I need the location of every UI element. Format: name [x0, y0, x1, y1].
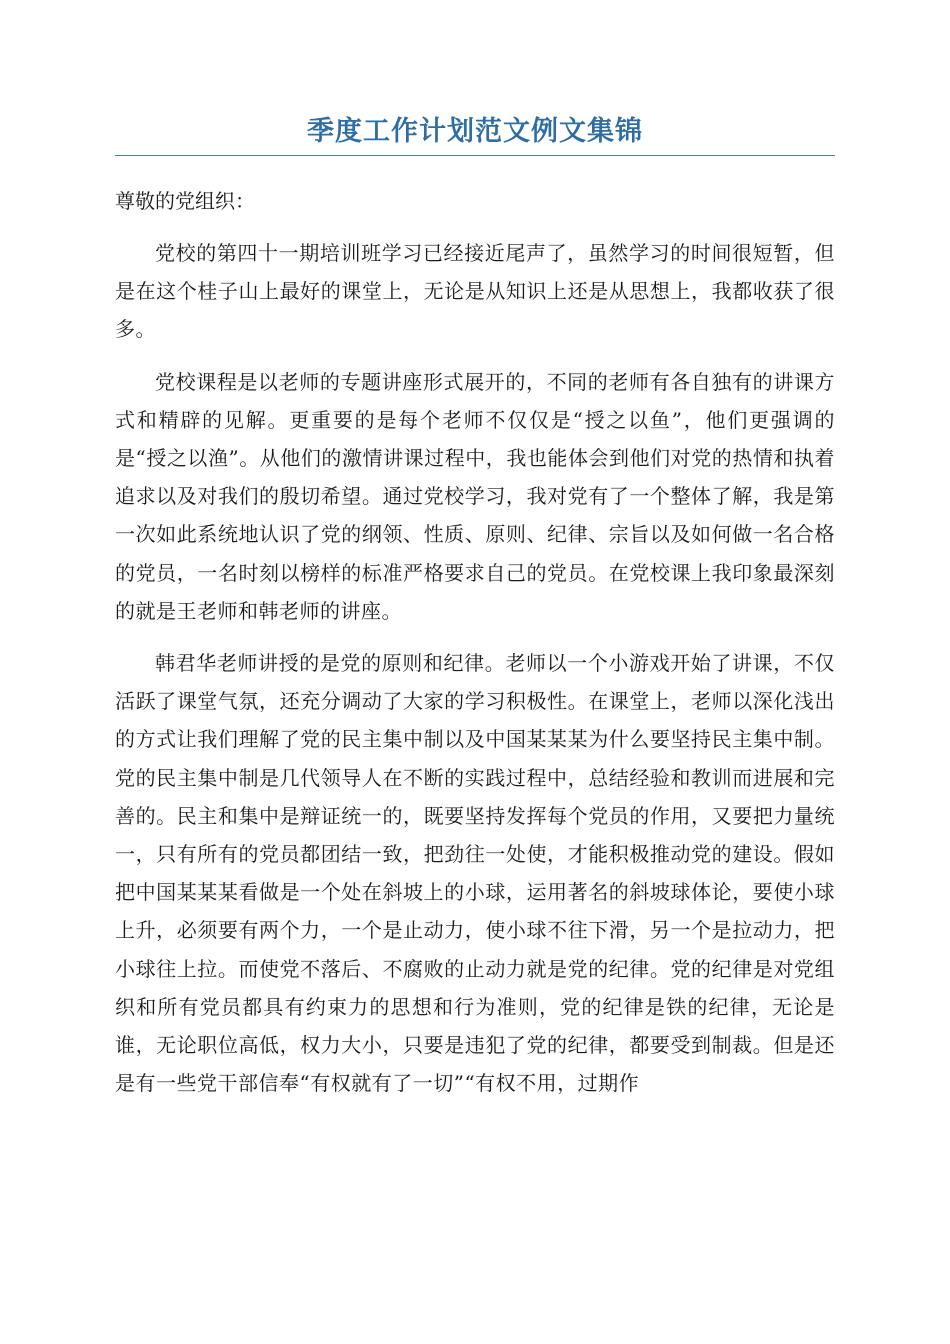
salutation: 尊敬的党组织：	[115, 189, 255, 213]
paragraph-3: 韩君华老师讲授的是党的原则和纪律。老师以一个小游戏开始了讲课，不仅活跃了课堂气氛，还充分调动了大家的学习积极性。在课堂上，老师以深化浅出的方式让我们理解了党的民主集中制以及中国某某某为什么要坚持民主集中制。党的民主集中制是几代领导人在不断的实践过程中，总结经验和教训而进展和完善的。民主和集中是辩证统一的，既要坚持发挥每个党员的作用，又要把力量统一，只有所有的党员都团结一致，把劲往一处使，才能积极推动党的建设。假如把中国某某某看做是一个处在斜坡上的小球，运用著名的斜坡球体论，要使小球上升，必须要有两个力，一个是止动力，使小球不往下滑，另一个是拉动力，把小球往上拉。而使党不落后、不腐败的止动力就是党的纪律。党的纪律是对党组织和所有党员都具有约束力的思想和行为准则，党的纪律是铁的纪律，无论是谁，无论职位高低，权力大小，只要是违犯了党的纪律，都要受到制裁。但是还是有一些党干部信奉“有权就有了一切”“有权不用，过期作	[115, 651, 835, 1096]
paragraph-2: 党校课程是以老师的专题讲座形式展开的，不同的老师有各自独有的讲课方式和精辟的见解。更重要的是每个老师不仅仅是“授之以鱼”，他们更强调的是“授之以渔”。从他们的激情讲课过程中，我也能体会到他们对党的热情和执着追求以及对我们的殷切希望。通过党校学习，我对党有了一个整体了解，我是第一次如此系统地认识了党的纲领、性质、原则、纪律、宗旨以及如何做一名合格的党员，一名时刻以榜样的标准严格要求自己的党员。在党校课上我印象最深刻的就是王老师和韩老师的讲座。	[115, 369, 835, 623]
document-title: 季度工作计划范文例文集锦	[115, 112, 835, 156]
paragraph-1: 党校的第四十一期培训班学习已经接近尾声了，虽然学习的时间很短暂，但是在这个桂子山上最好的课堂上，无论是从知识上还是从思想上，我都收获了很多。	[115, 241, 835, 342]
document-page	[115, 112, 835, 1102]
